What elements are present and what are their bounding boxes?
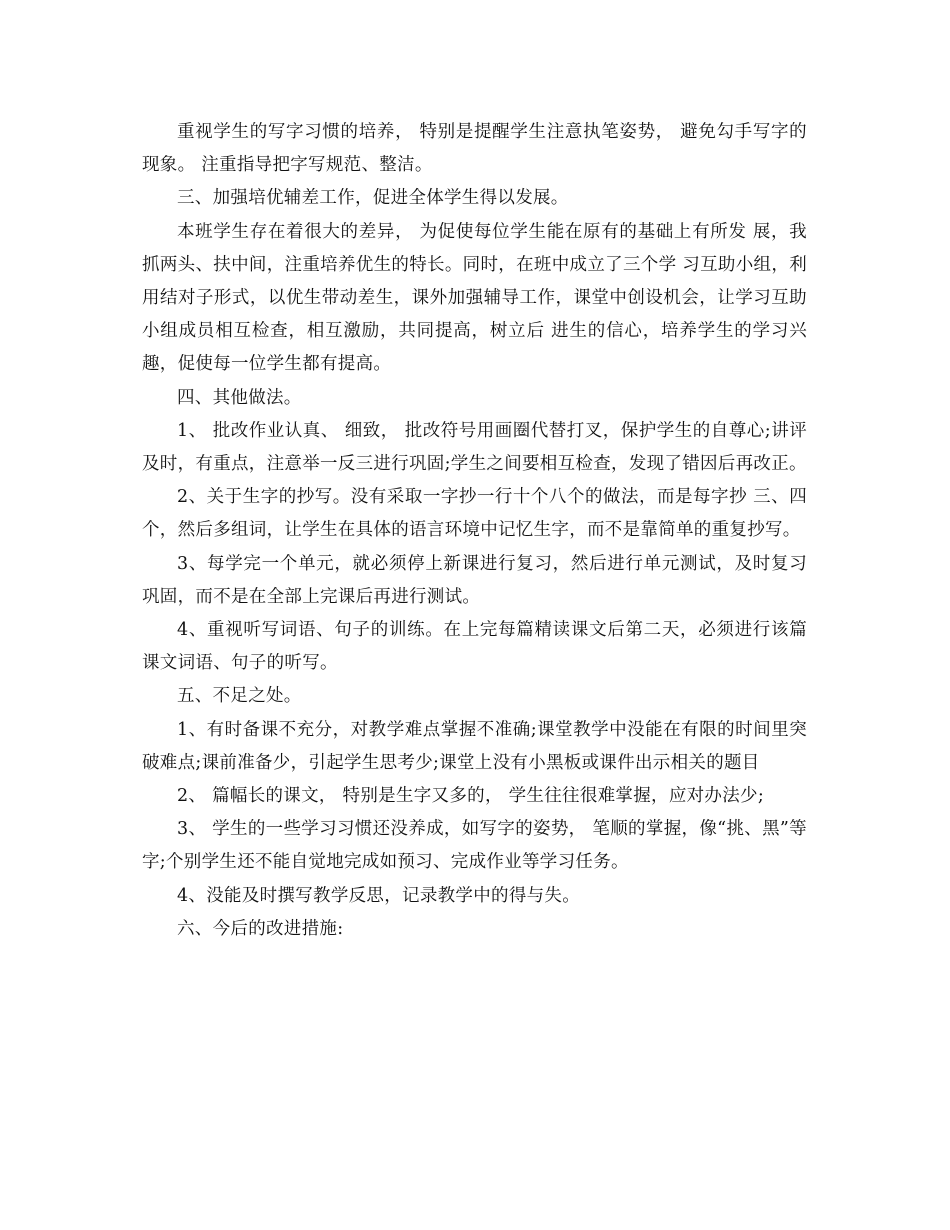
paragraph-item-2: 2、关于生字的抄写。没有采取一字抄一行十个八个的做法，而是每字抄 三、四个，然后多组词，让学生在具体的语言环境中记忆生字，而不是靠简单的重复抄写。 — [142, 487, 807, 541]
paragraph-shortcoming-2: 2、 篇幅长的课文， 特别是生字又多的， 学生往往很难掌握，应对办法少; — [177, 786, 765, 807]
section-heading-6: 六、今后的改进措施: — [177, 918, 344, 939]
paragraph-writing-habits: 重视学生的写字习惯的培养， 特别是提醒学生注意执笔姿势， 避免勾手写字的现象。 注重指导把字写规范、整洁。 — [142, 122, 807, 176]
paragraph-item-4: 4、重视听写词语、句子的训练。在上完每篇精读课文后第二天，必须进行该篇课文词语、句子的听写。 — [142, 620, 807, 674]
paragraph-item-1: 1、 批改作业认真、 细致， 批改符号用画圈代替打叉，保护学生的自尊心;讲评及时，有重点，注意举一反三进行巩固;学生之间要相互检查，发现了错因后再改正。 — [142, 420, 807, 475]
section-heading-5: 五、不足之处。 — [177, 686, 302, 707]
paragraph-shortcoming-3: 3、 学生的一些学习习惯还没养成，如写字的姿势， 笔顺的掌握，像“挑、黑”等字;个别学生还不能自觉地完成如预习、完成作业等学习任务。 — [142, 819, 807, 873]
paragraph-shortcoming-4: 4、没能及时撰写教学反思，记录教学中的得与失。 — [177, 885, 581, 906]
section-heading-4: 四、其他做法。 — [177, 387, 302, 408]
document-body — [142, 116, 807, 946]
section-heading-3: 三、加强培优辅差工作，促进全体学生得以发展。 — [177, 188, 569, 209]
paragraph-shortcoming-1: 1、有时备课不充分，对教学难点掌握不准确;课堂教学中没能在有限的时间里突破难点;课前准备少，引起学生思考少;课堂上没有小黑板或课件出示相关的题目 — [142, 719, 807, 773]
paragraph-differences: 本班学生存在着很大的差异， 为促使每位学生能在原有的基础上有所发 展，我抓两头、扶中间，注重培养优生的特长。同时，在班中成立了三个学 习互助小组，利用结对子形式，以优生带动差生，课外加强辅导工作，课堂中创设机会，让学习互助小组成员相互检查，相互激励，共同提高，树立后 进生的信心，培养学生的学习兴趣，促使每一位学生都有提高。 — [142, 221, 807, 375]
paragraph-item-3: 3、每学完一个单元，就必须停上新课进行复习，然后进行单元测试，及时复习巩固，而不是在全部上完课后再进行测试。 — [142, 553, 807, 607]
